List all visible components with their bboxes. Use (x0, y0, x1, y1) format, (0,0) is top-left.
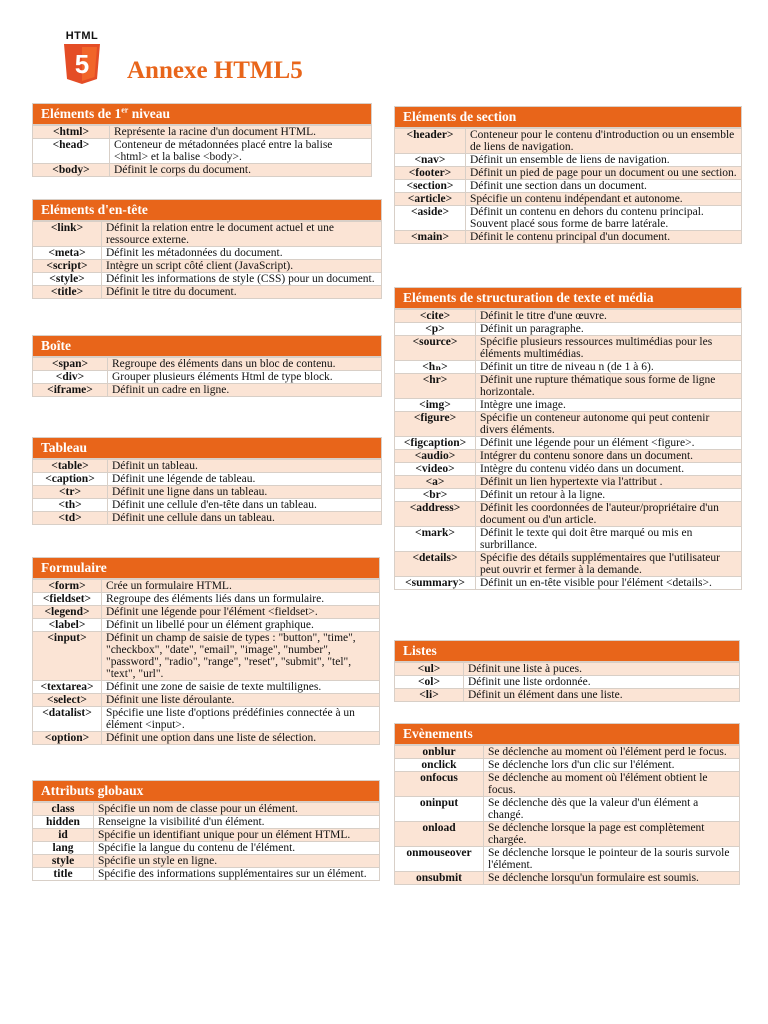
table-row (33, 358, 382, 371)
element-tag: <source> (395, 336, 476, 361)
section-header: Eléments de section (394, 106, 742, 128)
table-row (395, 399, 742, 412)
element-description: Définit un élément dans une liste. (464, 689, 740, 702)
element-description: Définit une ligne dans un tableau. (108, 486, 382, 499)
element-description: Définit un contenu en dehors du contenu principal. Souvent placé sous forme de barre latérale. (466, 206, 742, 231)
table-row (33, 460, 382, 473)
section-table (32, 459, 382, 525)
element-description: Définit une rupture thématique sous forme de ligne horizontale. (476, 374, 742, 399)
element-description: Intégrer du contenu sonore dans un document. (476, 450, 742, 463)
section-section (394, 106, 742, 244)
table-row (395, 206, 742, 231)
element-tag: <table> (33, 460, 108, 473)
section-header: Listes (394, 640, 740, 662)
table-row (33, 222, 382, 247)
table-row (395, 797, 740, 822)
table-row (395, 154, 742, 167)
table-row (395, 193, 742, 206)
element-tag: <option> (33, 732, 102, 745)
element-description: Spécifie un conteneur autonome qui peut contenir divers éléments. (476, 412, 742, 437)
element-description: Spécifie un contenu indépendant et autonome. (466, 193, 742, 206)
element-tag: <figcaption> (395, 437, 476, 450)
table-row (395, 361, 742, 374)
table-row (395, 527, 742, 552)
element-description: Définit une légende pour l'élément <fieldset>. (102, 606, 380, 619)
table-row (395, 450, 742, 463)
table-row (395, 412, 742, 437)
table-row (33, 842, 380, 855)
element-tag: <span> (33, 358, 108, 371)
section-table (394, 309, 742, 590)
section-header: Eléments d'en-tête (32, 199, 382, 221)
element-tag: <a> (395, 476, 476, 489)
element-description: Définit une zone de saisie de texte multilignes. (102, 681, 380, 694)
element-tag: <meta> (33, 247, 102, 260)
section-boite (32, 335, 382, 397)
table-row (395, 822, 740, 847)
element-tag: <fieldset> (33, 593, 102, 606)
logo-digit: 5 (74, 49, 90, 79)
element-description: Se déclenche au moment où l'élément perd le focus. (484, 746, 740, 759)
element-tag: onmouseover (395, 847, 484, 872)
element-tag: <select> (33, 694, 102, 707)
table-row (33, 707, 380, 732)
section-table (32, 357, 382, 397)
element-tag: onload (395, 822, 484, 847)
element-description: Définit les coordonnées de l'auteur/propriétaire d'un document ou d'un article. (476, 502, 742, 527)
table-row (33, 803, 380, 816)
element-description: Définit un titre de niveau n (de 1 à 6). (476, 361, 742, 374)
element-tag: onblur (395, 746, 484, 759)
table-row (395, 577, 742, 590)
element-description: Définit un ensemble de liens de navigation. (466, 154, 742, 167)
table-row (33, 606, 380, 619)
element-tag: onsubmit (395, 872, 484, 885)
section-formulaire (32, 557, 380, 745)
element-description: Crée un formulaire HTML. (102, 580, 380, 593)
table-row (33, 619, 380, 632)
element-description: Définit une légende pour un élément <figure>. (476, 437, 742, 450)
element-description: Spécifie des détails supplémentaires que l'utilisateur peut ouvrir et fermer à la demande. (476, 552, 742, 577)
table-row (395, 129, 742, 154)
element-tag: <details> (395, 552, 476, 577)
element-tag: oninput (395, 797, 484, 822)
table-row (395, 231, 742, 244)
element-description: Définit une légende de tableau. (108, 473, 382, 486)
html5-logo (62, 30, 102, 86)
section-tableau (32, 437, 382, 525)
element-description: Regroupe des éléments liés dans un formulaire. (102, 593, 380, 606)
element-description: Définit un paragraphe. (476, 323, 742, 336)
logo-text: HTML (65, 30, 99, 42)
html5-shield-icon (62, 42, 102, 86)
element-tag: <ul> (395, 663, 464, 676)
element-tag: <script> (33, 260, 102, 273)
table-row (33, 732, 380, 745)
element-description: Définit un libellé pour un élément graphique. (102, 619, 380, 632)
element-description: Définit un cadre en ligne. (108, 384, 382, 397)
section-listes (394, 640, 740, 702)
element-tag: <footer> (395, 167, 466, 180)
section-table (32, 125, 372, 177)
element-description: Définit une cellule d'en-tête dans un tableau. (108, 499, 382, 512)
element-description: Représente la racine d'un document HTML. (110, 126, 372, 139)
element-tag: <caption> (33, 473, 108, 486)
table-row (33, 273, 382, 286)
section-header: Formulaire (32, 557, 380, 579)
table-row (395, 476, 742, 489)
element-description: Intègre une image. (476, 399, 742, 412)
section-evenements (394, 723, 740, 885)
table-row (33, 694, 380, 707)
section-table (394, 128, 742, 244)
element-description: Se déclenche au moment où l'élément obtient le focus. (484, 772, 740, 797)
element-tag: <article> (395, 193, 466, 206)
element-tag: onclick (395, 759, 484, 772)
table-row (395, 323, 742, 336)
element-tag: <address> (395, 502, 476, 527)
element-description: Spécifie des informations supplémentaires sur un élément. (94, 868, 380, 881)
element-tag: <style> (33, 273, 102, 286)
table-row (33, 816, 380, 829)
section-entete (32, 199, 382, 299)
table-row (33, 473, 382, 486)
section-table (32, 579, 380, 745)
section-table (394, 745, 740, 885)
element-description: Spécifie la langue du contenu de l'élément. (94, 842, 380, 855)
section-header: Boîte (32, 335, 382, 357)
section-niveau1 (32, 103, 372, 177)
table-row (395, 437, 742, 450)
element-description: Spécifie une liste d'options prédéfinies connectée à un élément <input>. (102, 707, 380, 732)
table-row (33, 580, 380, 593)
element-tag: <ol> (395, 676, 464, 689)
table-row (395, 180, 742, 193)
section-texte (394, 287, 742, 590)
element-tag: <form> (33, 580, 102, 593)
element-description: Définit le texte qui doit être marqué ou mis en surbrillance. (476, 527, 742, 552)
element-description: Se déclenche lorsque le pointeur de la souris survole l'élément. (484, 847, 740, 872)
section-table (394, 662, 740, 702)
table-row (395, 463, 742, 476)
section-header: Eléments de 1er niveau (32, 103, 372, 125)
table-row (33, 499, 382, 512)
table-row (33, 868, 380, 881)
element-tag: <head> (33, 139, 110, 164)
table-row (395, 872, 740, 885)
table-row (33, 829, 380, 842)
element-tag: <tr> (33, 486, 108, 499)
table-row (395, 336, 742, 361)
element-tag: <title> (33, 286, 102, 299)
table-row (395, 374, 742, 399)
element-description: Définit les informations de style (CSS) pour un document. (102, 273, 382, 286)
element-description: Définit un pied de page pour un document ou une section. (466, 167, 742, 180)
element-tag: lang (33, 842, 94, 855)
element-tag: <header> (395, 129, 466, 154)
element-tag: id (33, 829, 94, 842)
element-description: Conteneur pour le contenu d'introduction ou un ensemble de liens de navigation. (466, 129, 742, 154)
element-tag: <cite> (395, 310, 476, 323)
table-row (33, 855, 380, 868)
element-description: Définit un tableau. (108, 460, 382, 473)
element-tag: <datalist> (33, 707, 102, 732)
element-description: Définit les métadonnées du document. (102, 247, 382, 260)
element-tag: <p> (395, 323, 476, 336)
element-description: Grouper plusieurs éléments Html de type block. (108, 371, 382, 384)
table-row (33, 139, 372, 164)
element-tag: style (33, 855, 94, 868)
element-tag: onfocus (395, 772, 484, 797)
element-description: Intègre un script côté client (JavaScript). (102, 260, 382, 273)
element-description: Spécifie un style en ligne. (94, 855, 380, 868)
element-tag: <th> (33, 499, 108, 512)
section-table (32, 802, 380, 881)
element-description: Définit un champ de saisie de types : "button", "time", "checkbox", "date", "email", "image", "number", "password", "radio", "range", "reset", "submit", "tel", "text", "url". (102, 632, 380, 681)
table-row (33, 247, 382, 260)
element-description: Définit le titre du document. (102, 286, 382, 299)
element-description: Définit un lien hypertexte via l'attribut . (476, 476, 742, 489)
table-row (33, 164, 372, 177)
element-tag: <section> (395, 180, 466, 193)
element-tag: <input> (33, 632, 102, 681)
element-description: Spécifie plusieurs ressources multimédias pour les éléments multimédias. (476, 336, 742, 361)
element-tag: <main> (395, 231, 466, 244)
element-description: Définit une liste ordonnée. (464, 676, 740, 689)
element-tag: <nav> (395, 154, 466, 167)
element-tag: <legend> (33, 606, 102, 619)
element-tag: <audio> (395, 450, 476, 463)
table-row (395, 310, 742, 323)
page-title: Annexe HTML5 (127, 57, 303, 84)
element-description: Définit une section dans un document. (466, 180, 742, 193)
table-row (395, 689, 740, 702)
table-row (395, 502, 742, 527)
element-tag: title (33, 868, 94, 881)
section-header: Eléments de structuration de texte et média (394, 287, 742, 309)
table-row (395, 489, 742, 502)
element-tag: <hₙ> (395, 361, 476, 374)
table-row (33, 512, 382, 525)
element-description: Se déclenche dès que la valeur d'un élément a changé. (484, 797, 740, 822)
section-header: Tableau (32, 437, 382, 459)
table-row (33, 384, 382, 397)
element-description: Définit une cellule dans un tableau. (108, 512, 382, 525)
section-header: Attributs globaux (32, 780, 380, 802)
section-attributs (32, 780, 380, 881)
element-description: Définit le corps du document. (110, 164, 372, 177)
table-row (395, 663, 740, 676)
element-description: Définit la relation entre le document actuel et une ressource externe. (102, 222, 382, 247)
table-row (33, 371, 382, 384)
element-tag: <mark> (395, 527, 476, 552)
element-tag: <li> (395, 689, 464, 702)
table-row (33, 632, 380, 681)
table-row (395, 552, 742, 577)
element-tag: <label> (33, 619, 102, 632)
element-tag: class (33, 803, 94, 816)
table-row (33, 681, 380, 694)
table-row (395, 847, 740, 872)
element-tag: <figure> (395, 412, 476, 437)
element-description: Définit le titre d'une œuvre. (476, 310, 742, 323)
table-row (33, 286, 382, 299)
element-description: Intègre du contenu vidéo dans un document. (476, 463, 742, 476)
element-description: Définit le contenu principal d'un document. (466, 231, 742, 244)
table-row (395, 167, 742, 180)
element-description: Définit une option dans une liste de sélection. (102, 732, 380, 745)
element-description: Conteneur de métadonnées placé entre la balise <html> et la balise <body>. (110, 139, 372, 164)
element-tag: <img> (395, 399, 476, 412)
element-tag: <div> (33, 371, 108, 384)
table-row (395, 676, 740, 689)
element-description: Renseigne la visibilité d'un élément. (94, 816, 380, 829)
element-description: Spécifie un nom de classe pour un élément. (94, 803, 380, 816)
element-tag: <link> (33, 222, 102, 247)
section-table (32, 221, 382, 299)
element-description: Se déclenche lorsqu'un formulaire est soumis. (484, 872, 740, 885)
element-description: Se déclenche lorsque la page est complètement chargée. (484, 822, 740, 847)
table-row (33, 486, 382, 499)
element-tag: <body> (33, 164, 110, 177)
element-tag: <hr> (395, 374, 476, 399)
element-tag: <summary> (395, 577, 476, 590)
table-row (33, 260, 382, 273)
section-header: Evènements (394, 723, 740, 745)
element-tag: <html> (33, 126, 110, 139)
element-tag: <textarea> (33, 681, 102, 694)
element-description: Définit une liste à puces. (464, 663, 740, 676)
element-description: Définit un retour à la ligne. (476, 489, 742, 502)
table-row (395, 746, 740, 759)
element-tag: <td> (33, 512, 108, 525)
table-row (395, 759, 740, 772)
table-row (33, 593, 380, 606)
element-tag: <iframe> (33, 384, 108, 397)
element-description: Définit une liste déroulante. (102, 694, 380, 707)
element-description: Définit un en-tête visible pour l'élément <details>. (476, 577, 742, 590)
element-tag: <br> (395, 489, 476, 502)
table-row (395, 772, 740, 797)
element-description: Spécifie un identifiant unique pour un élément HTML. (94, 829, 380, 842)
element-tag: <video> (395, 463, 476, 476)
element-tag: <aside> (395, 206, 466, 231)
element-description: Regroupe des éléments dans un bloc de contenu. (108, 358, 382, 371)
element-tag: hidden (33, 816, 94, 829)
table-row (33, 126, 372, 139)
element-description: Se déclenche lors d'un clic sur l'élément. (484, 759, 740, 772)
